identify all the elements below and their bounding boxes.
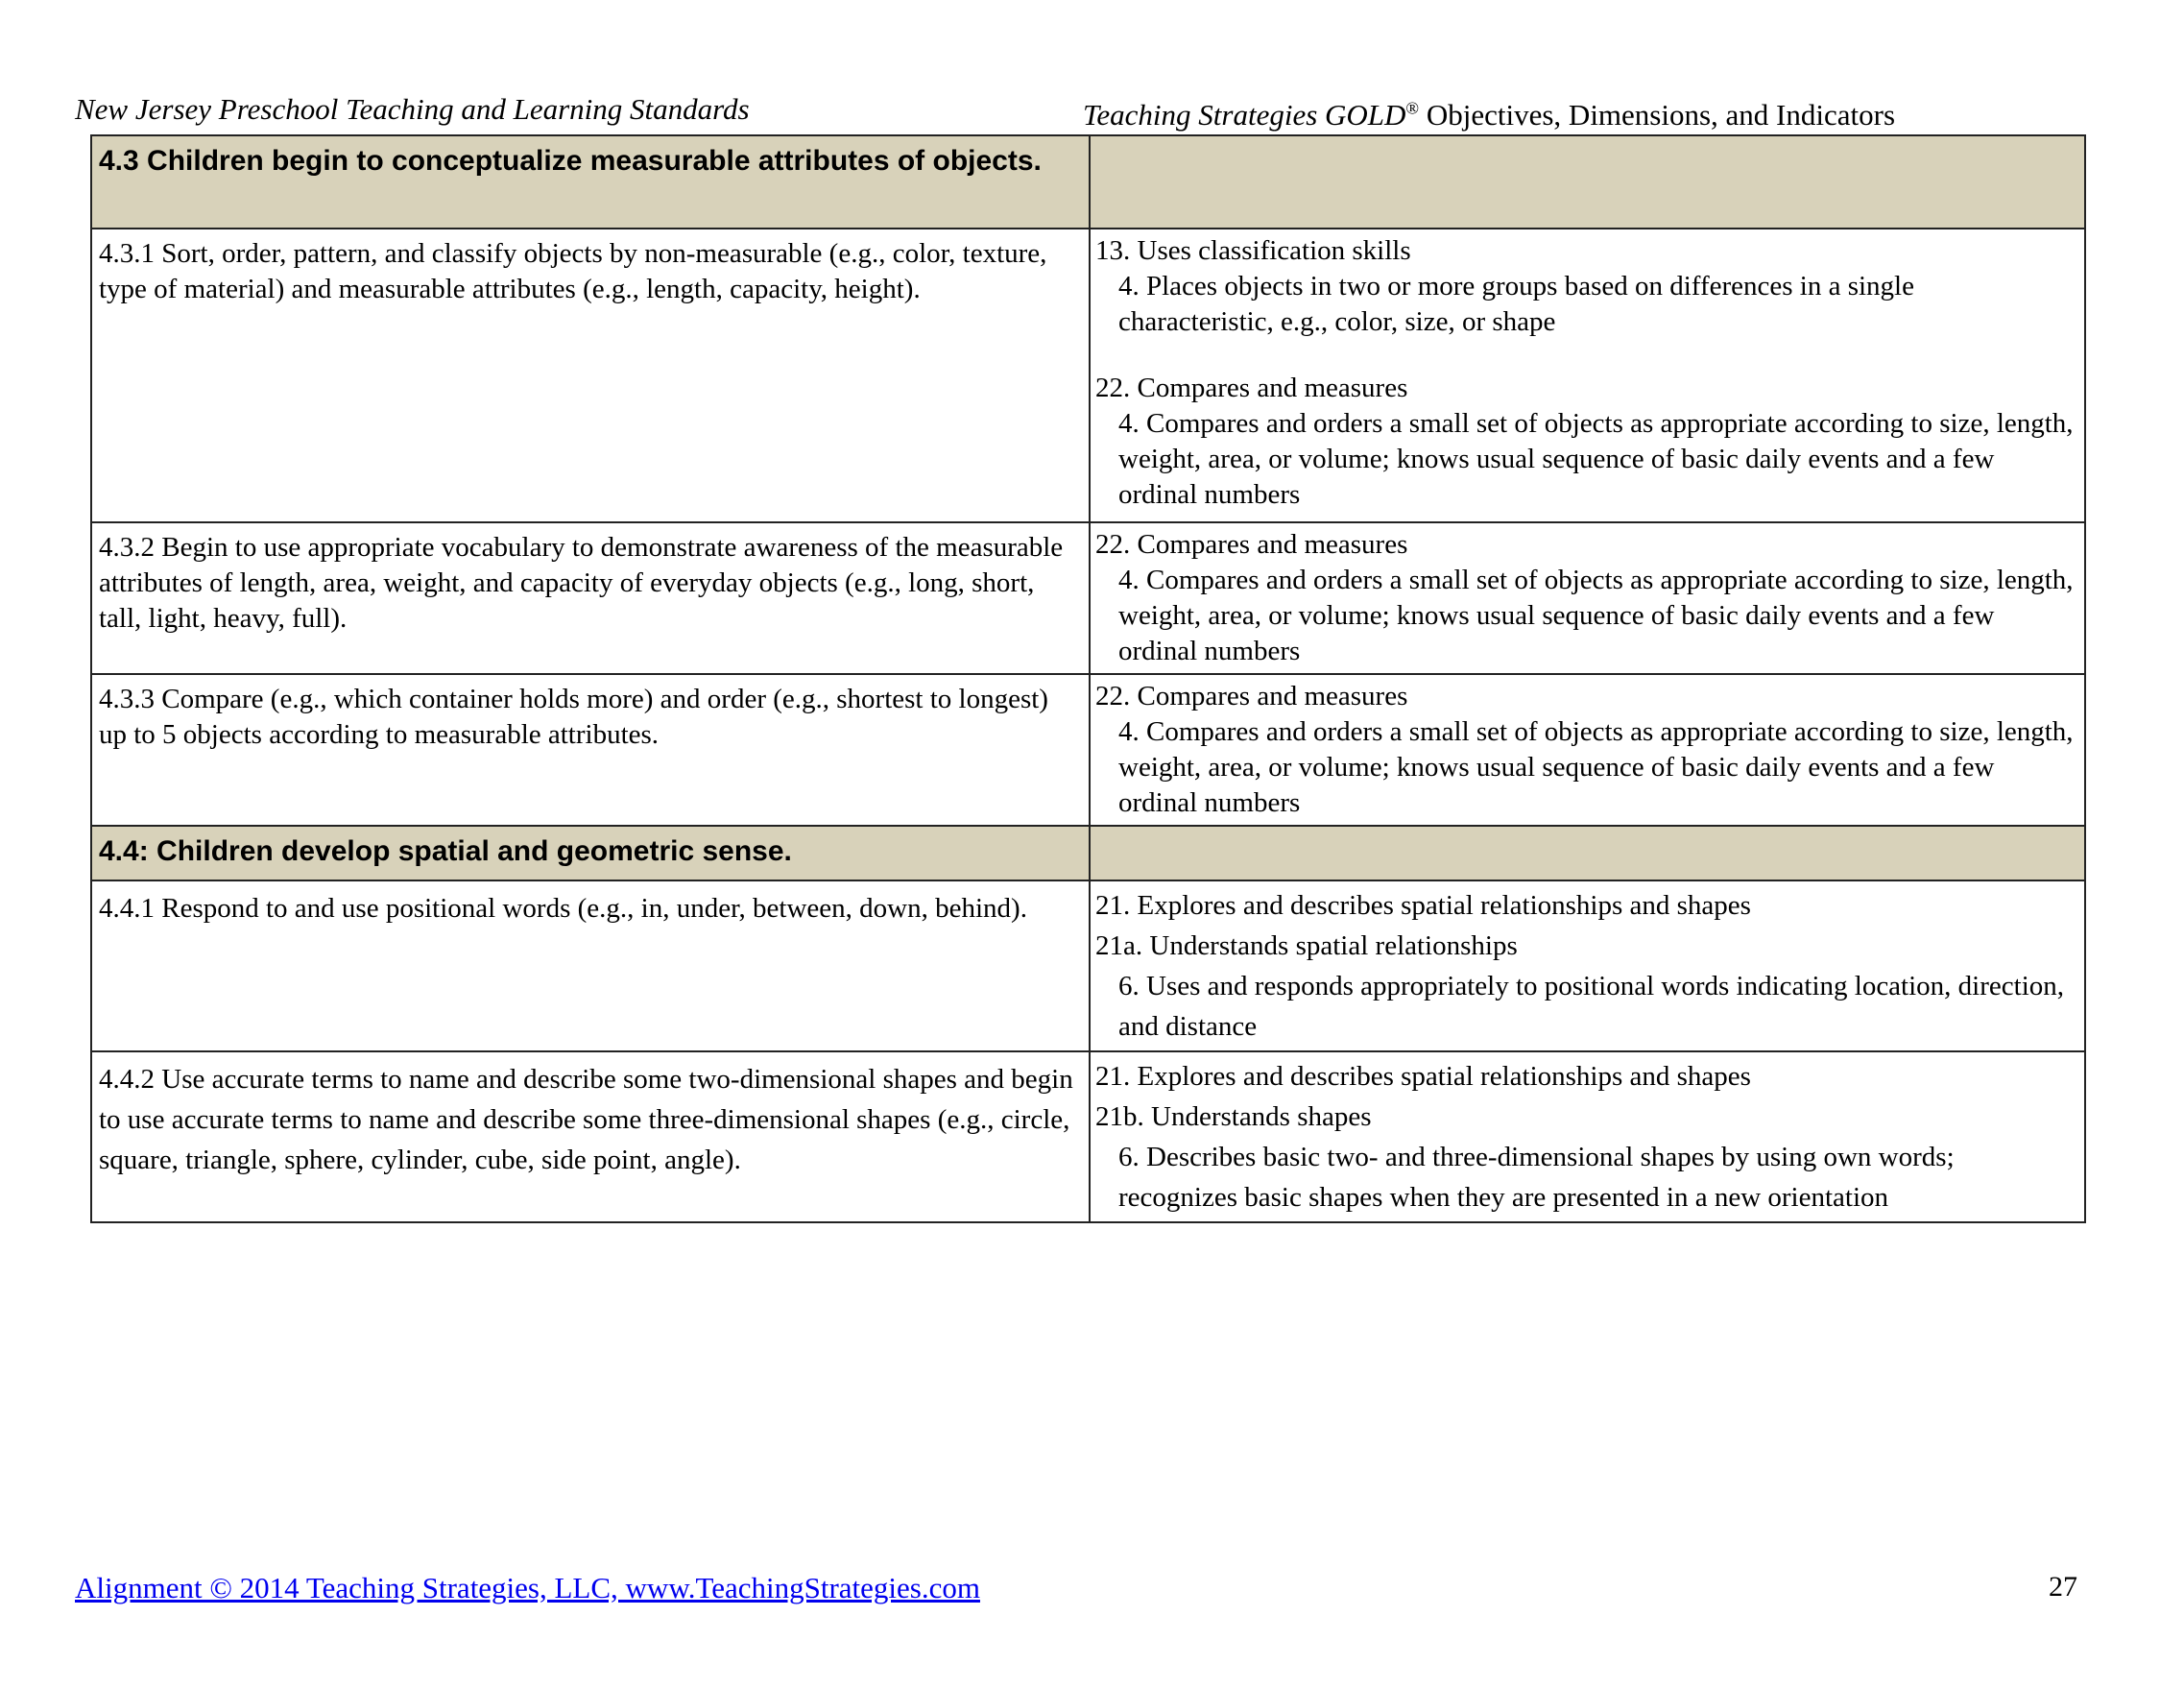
- gold-objectives-cell: [1090, 1051, 2085, 1222]
- footer-copyright-link[interactable]: Alignment © 2014 Teaching Strategies, LLC, www.TeachingStrategies.com: [75, 1571, 980, 1604]
- table-row: [91, 1051, 2085, 1222]
- nj-standard-cell: 4.3.1 Sort, order, pattern, and classify objects by non-measurable (e.g., color, texture, type of material) and measurable attributes (e.g., length, capacity, height).: [91, 229, 1090, 522]
- indicator-text: 6. Uses and responds appropriately to positional words indicating location, direction, and distance: [1118, 971, 2064, 1042]
- section-header-cell: 4.3 Children begin to conceptualize measurable attributes of objects.: [91, 135, 1090, 229]
- objective-text: 21a. Understands spatial relationships: [1095, 930, 1518, 961]
- right-header-italic-text: Teaching Strategies GOLD: [1083, 98, 1406, 132]
- left-column-header: New Jersey Preschool Teaching and Learning Standards: [75, 92, 750, 126]
- gold-objectives-cell: [1090, 522, 2085, 674]
- alignment-table: [90, 134, 2086, 1223]
- section-header-cell: 4.4: Children develop spatial and geometric sense.: [91, 826, 1090, 880]
- indicator-text: 4. Places objects in two or more groups based on differences in a single characteristic, e.g., color, size, or shape: [1118, 271, 1914, 337]
- gold-objectives-cell: [1090, 229, 2085, 522]
- table-row: [91, 880, 2085, 1051]
- registered-trademark-symbol: ®: [1405, 98, 1420, 118]
- page-number: 27: [2049, 1571, 2077, 1603]
- objective-text: 21. Explores and describes spatial relationships and shapes: [1095, 890, 1751, 921]
- nj-standard-cell: 4.4.1 Respond to and use positional words (e.g., in, under, between, down, behind).: [91, 880, 1090, 1051]
- indicator-text: 6. Describes basic two- and three-dimensional shapes by using own words; recognizes basic shapes when they are presented in a new orientation: [1118, 1142, 1955, 1213]
- objective-text: 22. Compares and measures: [1095, 373, 1408, 403]
- gold-objectives-cell: [1090, 674, 2085, 826]
- gold-objectives-cell: [1090, 880, 2085, 1051]
- nj-standard-cell: 4.3.3 Compare (e.g., which container holds more) and order (e.g., shortest to longest) up to 5 objects according to measurable attributes.: [91, 674, 1090, 826]
- table-row: [91, 674, 2085, 826]
- indicator-text: 4. Compares and orders a small set of objects as appropriate according to size, length, weight, area, or volume; knows usual sequence of basic daily events and a few ordinal numbers: [1118, 408, 2074, 510]
- objective-text: 13. Uses classification skills: [1095, 235, 1411, 266]
- table-row: [91, 522, 2085, 674]
- section-header-empty-cell: [1090, 135, 2085, 229]
- nj-standard-cell: 4.3.2 Begin to use appropriate vocabulary to demonstrate awareness of the measurable attributes of length, area, weight, and capacity of everyday objects (e.g., long, short, tall, light, heavy, full).: [91, 522, 1090, 674]
- objective-text: 22. Compares and measures: [1095, 529, 1408, 560]
- objective-text: 21. Explores and describes spatial relationships and shapes: [1095, 1061, 1751, 1092]
- objective-text: 22. Compares and measures: [1095, 681, 1408, 711]
- indicator-text: 4. Compares and orders a small set of objects as appropriate according to size, length, weight, area, or volume; knows usual sequence of basic daily events and a few ordinal numbers: [1118, 716, 2074, 818]
- section-header-empty-cell: [1090, 826, 2085, 880]
- right-column-header: [1083, 98, 1895, 133]
- right-header-regular-text: Objectives, Dimensions, and Indicators: [1419, 98, 1896, 132]
- indicator-text: 4. Compares and orders a small set of objects as appropriate according to size, length, weight, area, or volume; knows usual sequence of basic daily events and a few ordinal numbers: [1118, 565, 2074, 666]
- table-row: [91, 229, 2085, 522]
- section-header-row: [91, 826, 2085, 880]
- objective-text: 21b. Understands shapes: [1095, 1101, 1372, 1132]
- section-header-row: [91, 135, 2085, 229]
- nj-standard-cell: 4.4.2 Use accurate terms to name and describe some two-dimensional shapes and begin to use accurate terms to name and describe some three-dimensional shapes (e.g., circle, square, triangle, sphere, cylinder, cube, side point, angle).: [91, 1051, 1090, 1222]
